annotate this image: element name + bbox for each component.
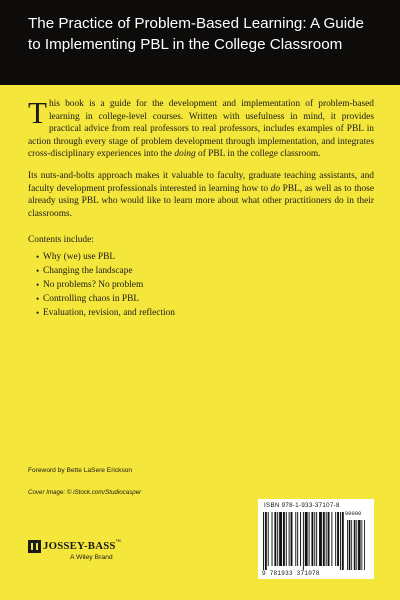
description-paragraph-1 — [28, 95, 374, 161]
contents-list — [28, 250, 374, 320]
jossey-bass-logo-icon — [28, 540, 41, 553]
paragraph-1-emphasis: doing — [174, 149, 196, 160]
paragraph-1-text: his book is a guide for the development and implementation of problem-based learning in college-level courses. Written with usefulness in mind, it provides practical advice from real professors to real professors, includes examples of PBL in action through every stage of problem development through implementation, and integrates cross-disciplinary experiences into the — [28, 99, 374, 160]
title-line-2: to Implementing PBL in the College Classroom — [28, 36, 343, 53]
contents-label: Contents include: — [28, 235, 94, 246]
barcode-digits: 9 781933 371078 — [262, 570, 320, 577]
paragraph-2-emphasis: do — [270, 183, 280, 194]
paragraph-2-text: Its nuts-and-bolts approach makes it valuable to faculty, graduate teaching assistants, and faculty development professionals interested in learning how to — [28, 170, 374, 194]
contents-item: • No problems? No problem — [36, 278, 374, 292]
description-paragraph-2 — [28, 170, 374, 220]
isbn-number: ISBN 978-1-933-37107-8 — [264, 502, 340, 509]
paragraph-2-end: PBL, as well as to those already using PBL who would like to learn more about what other practitioners do in their classrooms. — [28, 183, 374, 219]
cover-image-credit: Cover Image: © iStock.com/Studiocasper — [28, 489, 142, 496]
barcode-addon-number: 90000 — [345, 511, 362, 517]
contents-item: • Controlling chaos in PBL — [36, 292, 374, 306]
publisher-name-text: JOSSEY-BASS — [43, 540, 116, 552]
contents-item: • Changing the landscape — [36, 264, 374, 278]
isbn-barcode — [258, 499, 374, 579]
publisher-tagline: A Wiley Brand — [70, 554, 113, 561]
foreword-credit: Foreword by Bette LaSere Erickson — [28, 467, 133, 474]
publisher-name — [43, 540, 121, 552]
drop-cap: T — [28, 95, 47, 130]
book-title — [28, 13, 380, 55]
paragraph-1-end: of PBL in the college classroom. — [195, 149, 321, 160]
trademark-mark: ™ — [115, 540, 121, 545]
barcode-bars-icon — [263, 512, 371, 570]
description-block — [28, 95, 374, 320]
title-line-1: The Practice of Problem-Based Learning: A Guide — [28, 15, 364, 32]
contents-item: • Evaluation, revision, and reflection — [36, 306, 374, 320]
contents-item: • Why (we) use PBL — [36, 250, 374, 264]
